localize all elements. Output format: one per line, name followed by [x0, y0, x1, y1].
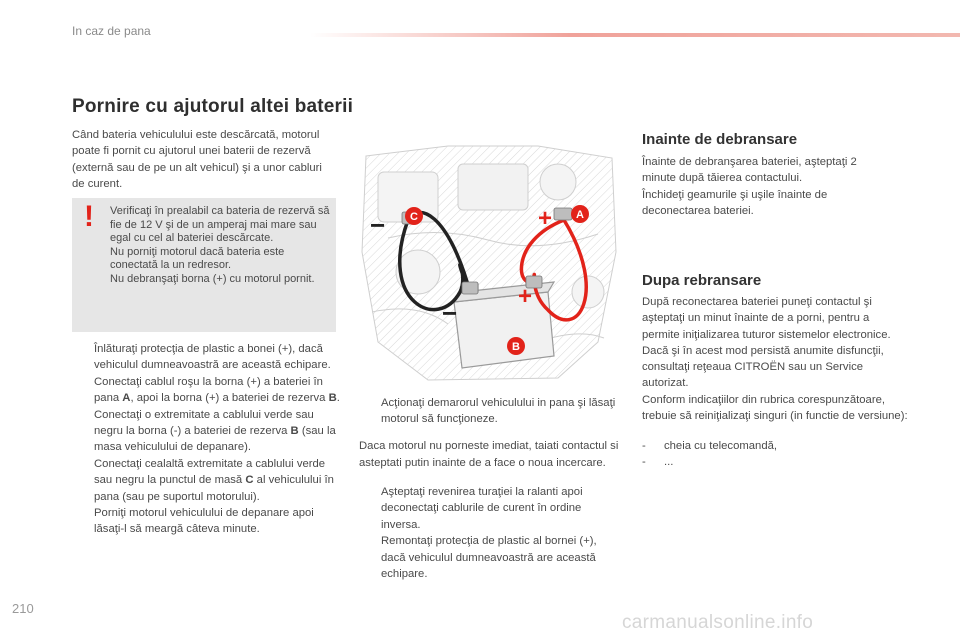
minus-sign: − — [370, 210, 386, 240]
steps-list-left — [72, 341, 342, 538]
page-title: Pornire cu ajutorul altei baterii — [72, 96, 354, 117]
heading-inainte: Inainte de debransare — [642, 131, 798, 148]
list-item: Aşteptaţi revenirea turaţiei la ralanti apoi deconectaţi cablurile de curent în ordine inversa. — [381, 486, 583, 531]
minus-sign: − — [442, 298, 458, 328]
label-b: B — [512, 341, 520, 353]
label-a: A — [576, 209, 584, 221]
jump-start-illustration — [358, 142, 620, 384]
warning-text — [110, 205, 332, 287]
intro-paragraph: Când bateria vehiculului este descărcată, motorul poate fi pornit cu ajutorul unei baterii de rezervă (externă sau de pe un alt vehicul) şi a unor cabluri de curent. — [72, 129, 322, 190]
warning-line: Verificaţi în prealabil ca bateria de rezervă să fie de 12 V şi de un amperaj mai mare sau egal cu cel al bateriei descărcate. — [110, 205, 330, 245]
heading-dupa: Dupa rebransare — [642, 272, 762, 289]
watermark: carmanualsonline.info — [622, 612, 814, 633]
warning-line: Nu debranşaţi borna (+) cu motorul pornit. — [110, 272, 315, 285]
header-bar — [310, 33, 960, 37]
steps-list-middle-2 — [359, 484, 621, 582]
dupa-text: După reconectarea bateriei puneţi contactul şi aşteptaţi un minut înainte de a porni, pentru a permite iniţializarea tuturor sistemelor electronice. Dacă şi în acest mod persistă anumite disfuncţii, consultaţi reţeaua CITROËN sau un Service autorizat. Conform indicaţiilor din rubrica corespunzătoare, trebuie să reiniţializaţi singuri (in functie de versiune): — [642, 296, 908, 423]
list-item: Înlăturaţi protecţia de plastic a bonei (+), dacă vehiculul dumneavoastră are această echipare. — [94, 343, 331, 372]
retry-note: Daca motorul nu porneste imediat, taiati contactul si asteptati putin inainte de a face o noua incercare. — [359, 440, 619, 469]
plus-sign: + — [518, 283, 533, 310]
label-c: C — [410, 211, 418, 223]
plus-sign: + — [538, 205, 553, 232]
list-item: Porniţi motorul vehiculului de depanare apoi lăsaţi-l să meargă câteva minute. — [94, 507, 314, 536]
list-item: Conectaţi o extremitate a cablului verde sau negru la borna (-) a bateriei de rezerva B (sau la masa vehiculului de depanare). — [94, 408, 336, 454]
list-item: - cheia cu telecomandă, — [642, 440, 778, 452]
list-item: Remontaţi protecţia de plastic al bornei (+), dacă vehiculul dumneavoastră are această echipare. — [381, 535, 597, 581]
list-item: Acţionaţi demarorul vehiculului in pana şi lăsaţi motorul să funcţioneze. — [381, 397, 616, 426]
dupa-list — [642, 438, 892, 471]
steps-list-middle — [359, 395, 621, 428]
section-title: In caz de pana — [72, 24, 151, 38]
warning-icon: ! — [84, 200, 94, 233]
page-number: 210 — [12, 601, 34, 616]
list-item: - ... — [642, 456, 674, 469]
inainte-text: Înainte de debranşarea bateriei, aşteptaţi 2 minute după tăierea contactului. Închideţi geamurile şi uşile înainte de deconectarea bateriei. — [642, 156, 857, 217]
warning-line: Nu porniţi motorul dacă bateria este conectată la un redresor. — [110, 245, 285, 272]
list-item: Conectaţi cealaltă extremitate a cablului verde sau negru la punctul de masă C al vehiculului în pana (sau pe suportul motorului). — [94, 457, 334, 503]
list-item: Conectaţi cablul roşu la borna (+) a bateriei în pana A, apoi la borna (+) a bateriei de rezerva B. — [94, 375, 340, 405]
